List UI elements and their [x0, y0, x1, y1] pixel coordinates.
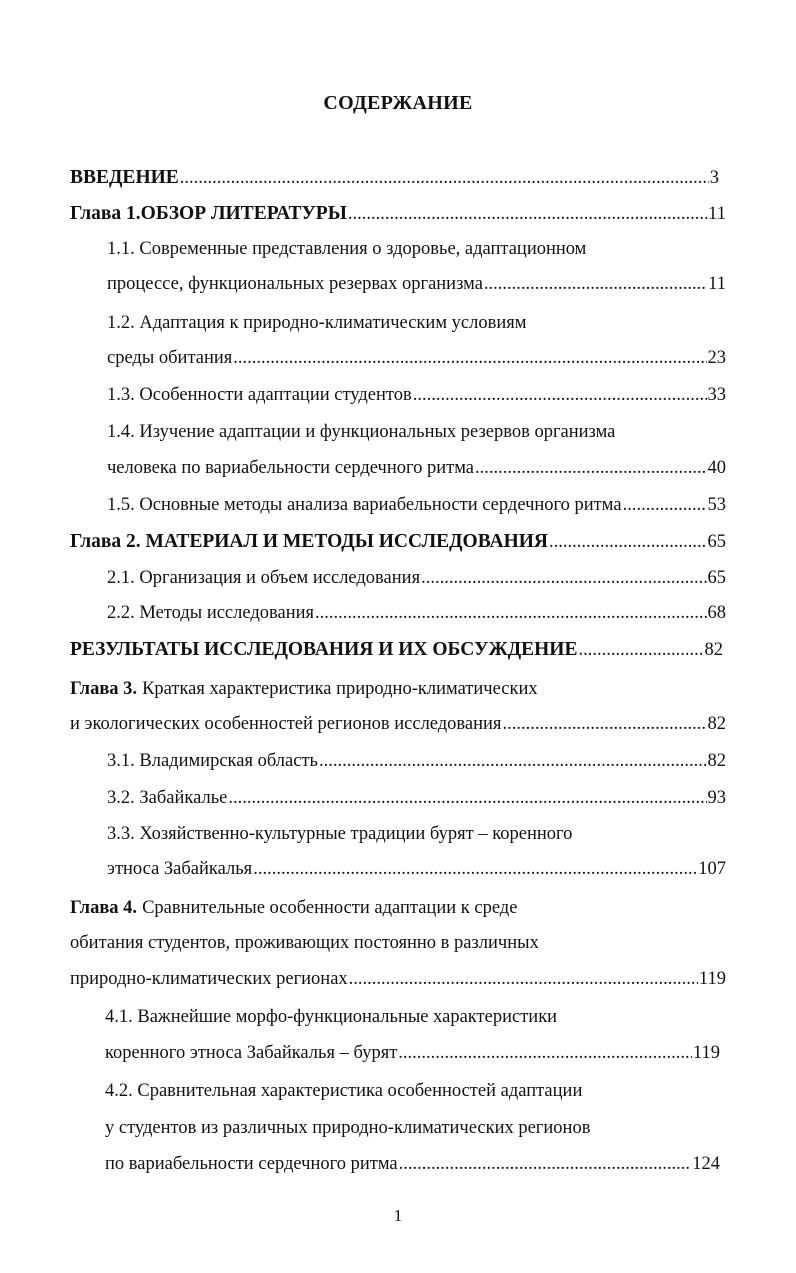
toc-entry-1-1-line1[interactable] — [107, 237, 586, 261]
leader-dots — [315, 601, 706, 625]
toc-page-number: 65 — [707, 568, 726, 588]
leader-dots — [421, 566, 706, 590]
toc-entry-3-3[interactable] — [107, 857, 726, 881]
toc-entry-chapter-1[interactable] — [70, 202, 726, 226]
leader-dots — [413, 383, 707, 407]
toc-entry-chapter-3-line1[interactable] — [70, 677, 538, 701]
toc-page-number: 40 — [707, 458, 726, 478]
leader-dots — [348, 202, 707, 226]
toc-page-number: 82 — [707, 751, 726, 771]
leader-dots — [549, 530, 707, 554]
toc-page-number: 119 — [698, 969, 726, 989]
leader-dots — [319, 749, 707, 773]
leader-dots — [484, 272, 707, 296]
toc-entry-title: этноса Забайкалья — [107, 859, 253, 879]
toc-entry-1-3[interactable] — [107, 383, 726, 407]
toc-page-number: 68 — [707, 603, 726, 623]
toc-entry-title: природно-климатических регионах — [70, 969, 348, 989]
toc-entry-title: и экологических особенностей регионов исследования — [70, 714, 502, 734]
leader-dots — [399, 1152, 692, 1176]
toc-entry-title: обитания студентов, проживающих постоянно в различных — [70, 933, 539, 953]
toc-entry-title: 3.3. Хозяйственно-культурные традиции бурят – коренного — [107, 824, 573, 844]
toc-entry-3-2[interactable] — [107, 786, 726, 810]
toc-entry-title: 1.5. Основные методы анализа вариабельности сердечного ритма — [107, 495, 622, 515]
toc-page-number: 11 — [708, 274, 726, 294]
toc-entry-title: процессе, функциональных резервах организма — [107, 274, 483, 294]
toc-page-number: 124 — [692, 1154, 720, 1174]
toc-page-number: 82 — [707, 714, 726, 734]
toc-entry-title: Глава 1.ОБЗОР ЛИТЕРАТУРЫ — [70, 203, 347, 224]
toc-entry-2-1[interactable] — [107, 566, 726, 590]
leader-dots — [623, 493, 707, 517]
toc-entry-1-4-line1[interactable] — [107, 420, 615, 444]
toc-entry-title: 3.2. Забайкалье — [107, 788, 228, 808]
toc-page-number: 53 — [707, 495, 726, 515]
toc-entry-title: 4.1. Важнейшие морфо-функциональные характеристики — [105, 1007, 558, 1027]
toc-entry-title: Сравнительные особенности адаптации к среде — [142, 898, 518, 918]
toc-entry-title: у студентов из различных природно-климатических регионов — [105, 1118, 591, 1138]
toc-entry-title: 2.2. Методы исследования — [107, 603, 315, 623]
toc-page-number: 3 — [709, 168, 719, 188]
leader-dots — [228, 786, 706, 810]
toc-entry-2-2[interactable] — [107, 601, 726, 625]
toc-entry-1-5[interactable] — [107, 493, 726, 517]
toc-entry-title: 2.1. Организация и объем исследования — [107, 568, 421, 588]
toc-entry-4-1-line1[interactable] — [105, 1005, 557, 1029]
leader-dots — [253, 857, 697, 881]
toc-page-number: 93 — [707, 788, 726, 808]
toc-page-number: 65 — [707, 532, 726, 552]
chapter-label: Глава 4. — [70, 898, 138, 918]
leader-dots — [502, 712, 706, 736]
toc-page-number: 33 — [707, 385, 726, 405]
toc-entry-title: среды обитания — [107, 348, 233, 368]
leader-dots — [398, 1041, 692, 1065]
toc-entry-chapter-4-line2[interactable] — [70, 931, 539, 955]
toc-entry-title: коренного этноса Забайкалья – бурят — [105, 1043, 398, 1063]
toc-entry-title: 1.1. Современные представления о здоровье, адаптационном — [107, 239, 587, 259]
toc-entry-4-2-line2[interactable] — [105, 1116, 590, 1140]
toc-entry-chapter-2[interactable] — [70, 530, 726, 554]
toc-entry-1-2[interactable] — [107, 346, 726, 370]
toc-entry-1-4[interactable] — [107, 456, 726, 480]
toc-entry-title: 1.2. Адаптация к природно-климатическим условиям — [107, 313, 527, 333]
toc-entry-4-2-line1[interactable] — [105, 1079, 582, 1103]
toc-entry-results[interactable] — [70, 638, 723, 662]
leader-dots — [233, 346, 706, 370]
leader-dots — [579, 638, 704, 662]
toc-entry-1-2-line1[interactable] — [107, 311, 526, 335]
toc-entry-chapter-4-line1[interactable] — [70, 896, 517, 920]
toc-entry-4-1[interactable] — [105, 1041, 720, 1065]
toc-page-number: 119 — [692, 1043, 720, 1063]
toc-page-number: 82 — [704, 640, 723, 660]
toc-entry-title: Глава 2. МАТЕРИАЛ И МЕТОДЫ ИССЛЕДОВАНИЯ — [70, 531, 548, 552]
toc-entry-4-2[interactable] — [105, 1152, 720, 1176]
toc-entry-title: РЕЗУЛЬТАТЫ ИССЛЕДОВАНИЯ И ИХ ОБСУЖДЕНИЕ — [70, 639, 578, 660]
chapter-label: Глава 3. — [70, 679, 138, 699]
toc-entry-3-3-line1[interactable] — [107, 822, 572, 846]
toc-entry-title: Краткая характеристика природно-климатических — [142, 679, 538, 699]
toc-entry-intro[interactable] — [70, 166, 719, 190]
toc-entry-chapter-3[interactable] — [70, 712, 726, 736]
page-title: СОДЕРЖАНИЕ — [323, 92, 473, 114]
toc-entry-1-1[interactable] — [107, 272, 726, 296]
toc-entry-title: 1.3. Особенности адаптации студентов — [107, 385, 412, 405]
leader-dots — [475, 456, 706, 480]
toc-entry-title: 4.2. Сравнительная характеристика особенностей адаптации — [105, 1081, 583, 1101]
toc-entry-title: по вариабельности сердечного ритма — [105, 1154, 398, 1174]
toc-entry-title: 1.4. Изучение адаптации и функциональных резервов организма — [107, 422, 616, 442]
toc-entry-title: 3.1. Владимирская область — [107, 751, 318, 771]
toc-entry-chapter-4[interactable] — [70, 967, 726, 991]
toc-page-number: 23 — [707, 348, 726, 368]
toc-entry-3-1[interactable] — [107, 749, 726, 773]
toc-page-number: 11 — [708, 204, 726, 224]
leader-dots — [349, 967, 698, 991]
toc-entry-title: человека по вариабельности сердечного ритма — [107, 458, 475, 478]
leader-dots — [180, 166, 709, 190]
page-number: 1 — [393, 1206, 403, 1225]
toc-entry-title: ВВЕДЕНИЕ — [70, 167, 179, 188]
toc-page-number: 107 — [698, 859, 726, 879]
